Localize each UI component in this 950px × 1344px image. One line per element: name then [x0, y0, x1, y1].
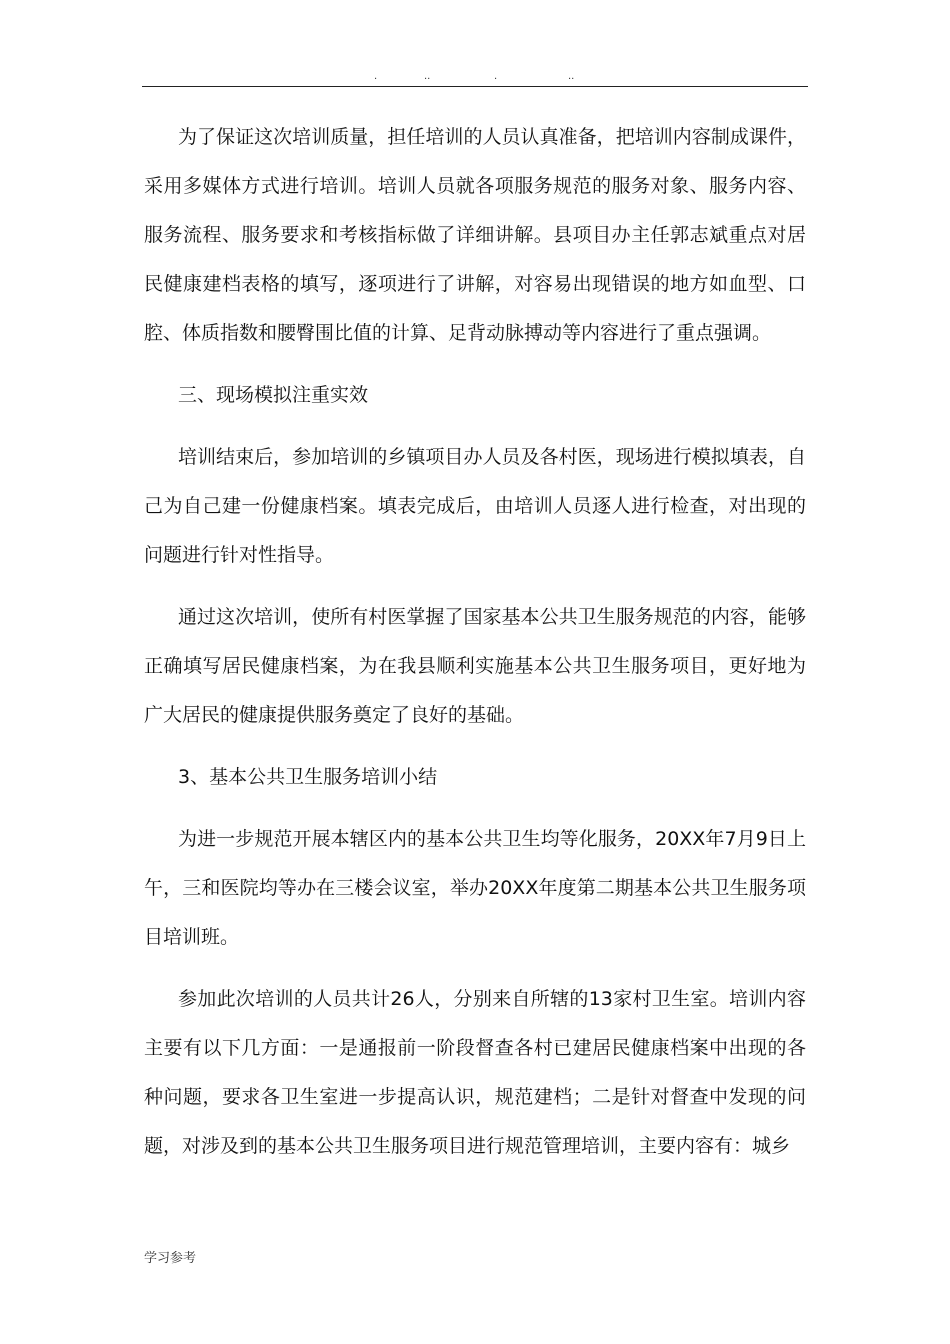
section-heading: 三、现场模拟注重实效 [178, 384, 369, 406]
header-mark: .. [424, 71, 431, 82]
header-mark: . [374, 71, 378, 82]
page-header-marks [142, 70, 808, 84]
body-paragraph: 参加此次培训的人员共计26人，分别来自所辖的13家村卫生室。培训内容主要有以下几方面：一是通报前一阶段督查各村已建居民健康档案中出现的各种问题，要求各卫生室进一步提高认识，规范建档；二是针对督查中发现的问题，对涉及到的基本公共卫生服务项目进行规范管理培训，主要内容有：城乡 [144, 988, 806, 1157]
header-mark: .. [568, 71, 575, 82]
section-heading: 3、基本公共卫生服务培训小结 [178, 766, 438, 788]
body-paragraph: 为了保证这次培训质量，担任培训的人员认真准备，把培训内容制成课件，采用多媒体方式进行培训。培训人员就各项服务规范的服务对象、服务内容、服务流程、服务要求和考核指标做了详细讲解。县项目办主任郭志斌重点对居民健康建档表格的填写，逐项进行了讲解，对容易出现错误的地方如血型、口腔、体质指数和腰臀围比值的计算、足背动脉搏动等内容进行了重点强调。 [144, 126, 806, 344]
body-paragraph: 为进一步规范开展本辖区内的基本公共卫生均等化服务，20XX年7月9日上午，三和医院均等办在三楼会议室，举办20XX年度第二期基本公共卫生服务项目培训班。 [144, 828, 806, 948]
body-paragraph: 培训结束后，参加培训的乡镇项目办人员及各村医，现场进行模拟填表，自己为自己建一份健康档案。填表完成后，由培训人员逐人进行检查，对出现的问题进行针对性指导。 [144, 446, 806, 566]
document-body [144, 113, 806, 1171]
header-mark: . [494, 71, 498, 82]
page-footer: 学习参考 [144, 1251, 197, 1266]
body-paragraph: 通过这次培训，使所有村医掌握了国家基本公共卫生服务规范的内容，能够正确填写居民健康档案，为在我县顺利实施基本公共卫生服务项目，更好地为广大居民的健康提供服务奠定了良好的基础。 [144, 606, 806, 726]
header-rule [142, 86, 808, 87]
